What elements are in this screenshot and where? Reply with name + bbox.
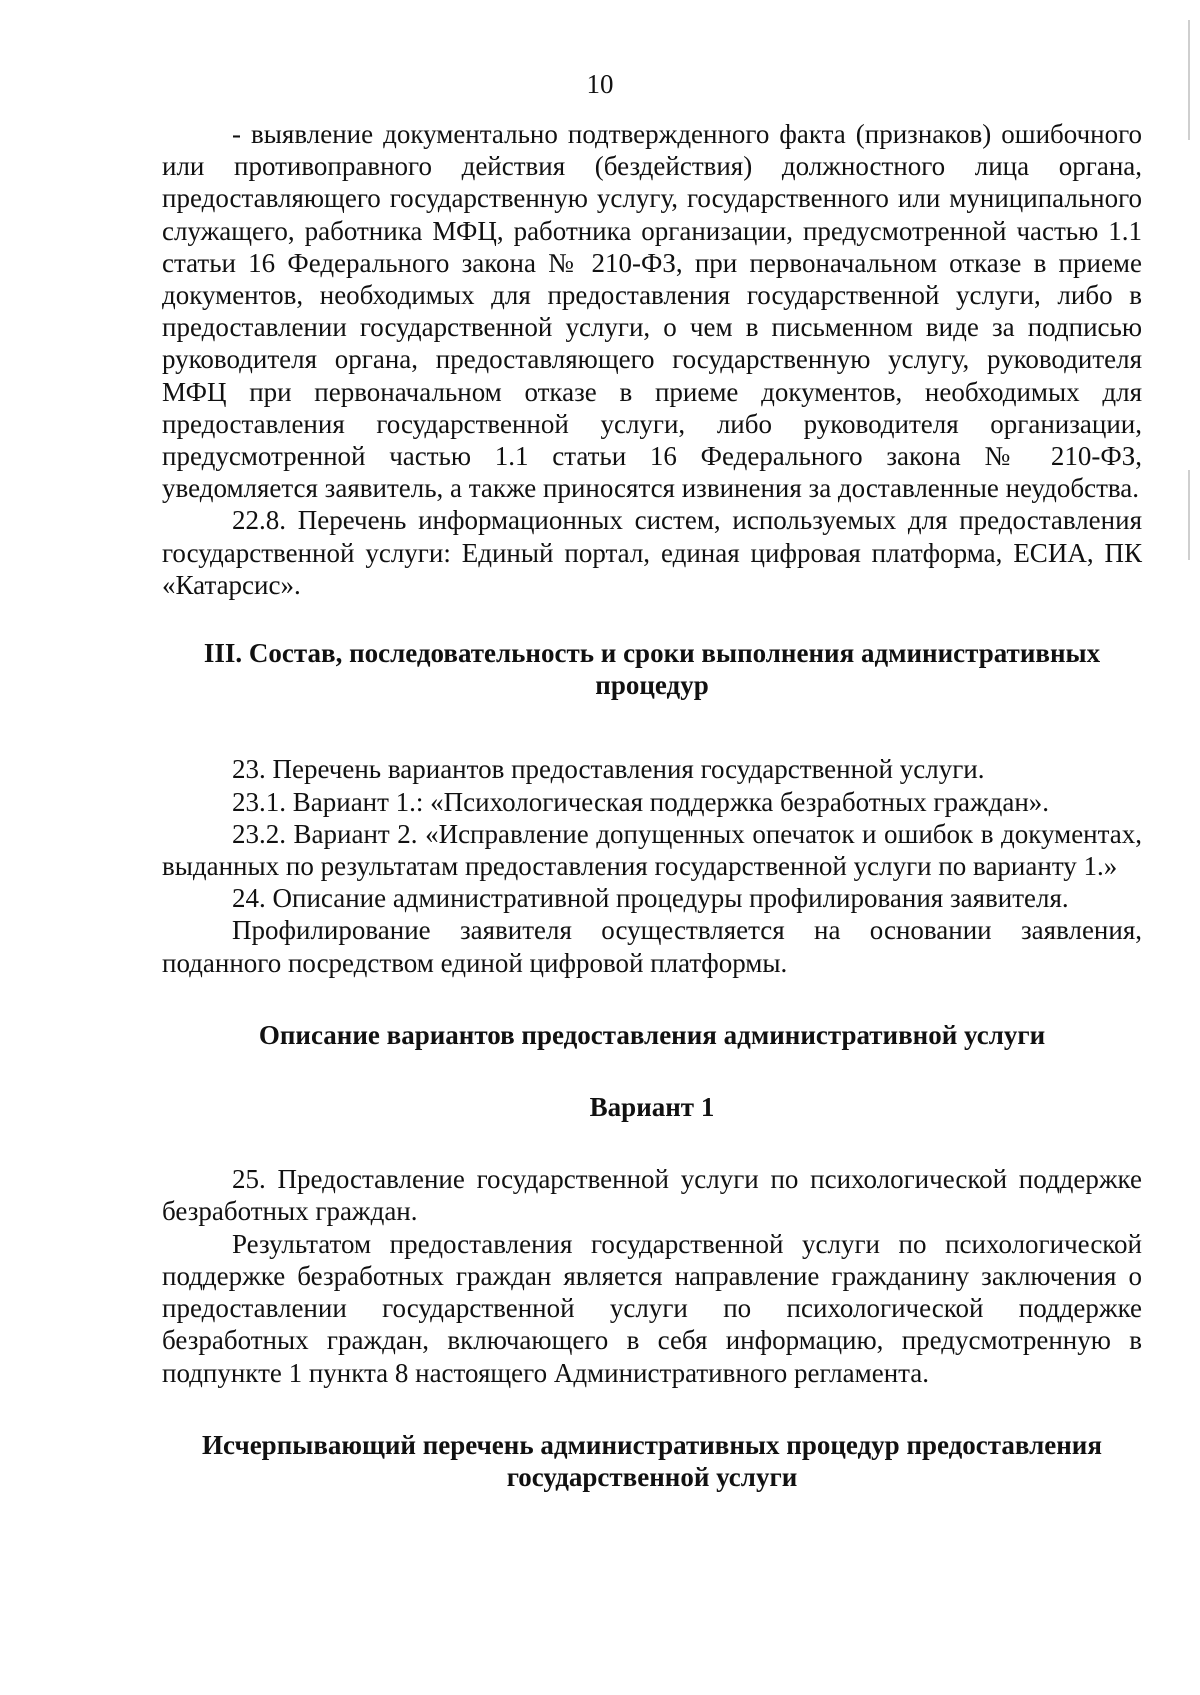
paragraph-23-1: 23.1. Вариант 1.: «Психологическая поддержка безработных граждан». — [232, 786, 1050, 817]
heading-procedures-list: Исчерпывающий перечень административных процедур предоставления государственной услуги — [202, 1429, 1102, 1492]
paragraph-23: 23. Перечень вариантов предоставления государственной услуги. — [232, 754, 985, 785]
heading-variant-1: Вариант 1 — [589, 1092, 715, 1123]
paragraph-profiling: Профилирование заявителя осуществляется на основании заявления, поданного посредством единой цифровой платформы. — [162, 915, 1142, 978]
scan-edge-mark — [1188, 20, 1190, 140]
paragraph-22-8: 22.8. Перечень информационных систем, используемых для предоставления государственной услуги: Единый портал, единая цифровая платформа, ЕСИА, ПК «Катарсис». — [162, 505, 1142, 600]
paragraph-23-2: 23.2. Вариант 2. «Исправление допущенных опечаток и ошибок в документах, выданных по результатам предоставления государственной услуги по варианту 1.» — [162, 818, 1142, 882]
page-number: 10 — [586, 69, 614, 99]
paragraph-result: Результатом предоставления государственной услуги по психологической поддержке безработных граждан является направление гражданину заключения о предоставлении государственной услуги по психологической поддержке безработных граждан, включающего в себя информацию, предусмотренную в подпункте 1 пункта 8 настоящего Административного регламента. — [162, 1228, 1142, 1388]
paragraph-24: 24. Описание административной процедуры профилирования заявителя. — [232, 883, 1069, 914]
section-heading-iii: III. Состав, последовательность и сроки выполнения административных процедур — [203, 638, 1101, 701]
paragraph-25: 25. Предоставление государственной услуги по психологической поддержке безработных граждан. — [162, 1164, 1142, 1227]
document-body — [162, 118, 1142, 1493]
heading-variants-description: Описание вариантов предоставления административной услуги — [258, 1019, 1046, 1050]
scan-edge-mark — [1188, 470, 1190, 560]
paragraph-violation-detection: - выявление документально подтвержденного факта (признаков) ошибочного или противоправного действия (бездействия) должностного лица органа, предоставляющего государственную услугу, государственного или муниципального служащего, работника МФЦ, работника организации, предусмотренной частью 1.1 статьи 16 Федерального закона № 210-ФЗ, при первоначальном отказе в приеме документов, необходимых для предоставления государственной услуги, либо в предоставлении государственной услуги, о чем в письменном виде за подписью руководителя органа, предоставляющего государственную услугу, руководителя МФЦ при первоначальном отказе в приеме документов, необходимых для предоставления государственной услуги, либо руководителя организации, предусмотренной частью 1.1 статьи 16 Федерального закона № 210-ФЗ, уведомляется заявитель, а также приносятся извинения за доставленные неудобства. — [162, 119, 1142, 504]
